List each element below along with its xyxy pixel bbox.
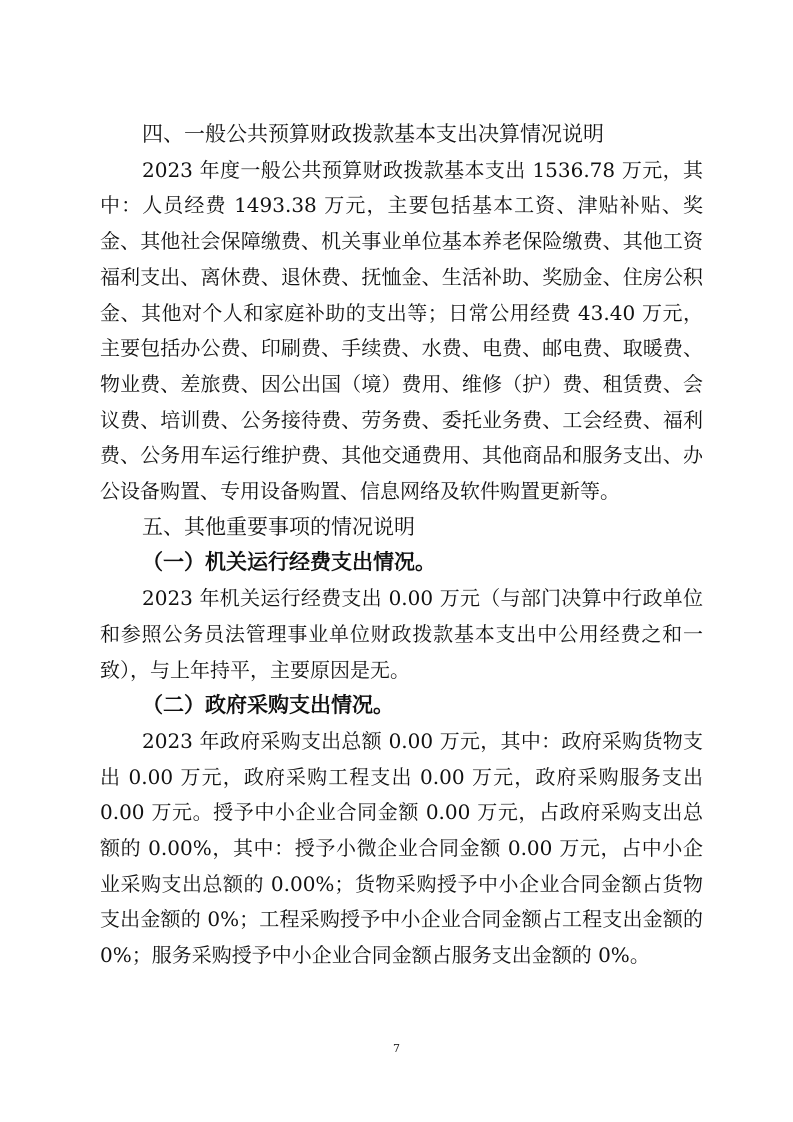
section-heading-other-matters: 五、其他重要事项的情况说明 — [142, 514, 415, 539]
government-procurement-paragraph: 2023 年政府采购支出总额 0.00 万元，其中：政府采购货物支出 0.00 万元，政府采购工程支出 0.00 万元，政府采购服务支出 0.00 万元。授予中小企业合同金额 0.00 万元，占政府采购支出总额的 0.00%，其中：授予小微企业合同金额 0.00 万元，占中小企业采购支出总额的 0.00%；货物采购授予中小企业合同金额占货物支出金额的 0%；工程采购授予中小企业合同金额占工程支出金额的 0%；服务采购授予中小企业合同金额占服务支出金额的 0%。 — [100, 728, 703, 968]
section-heading-basic-expenditure: 四、一般公共预算财政拨款基本支出决算情况说明 — [142, 122, 604, 146]
subheading-operating-expenses: （一）机关运行经费支出情况。 — [142, 550, 436, 575]
page-content — [100, 117, 703, 974]
operating-expenses-paragraph: 2023 年机关运行经费支出 0.00 万元（与部门决算中行政单位和参照公务员法管理事业单位财政拨款基本支出中公用经费之和一致），与上年持平，主要原因是无。 — [100, 586, 703, 682]
basic-expenditure-paragraph: 2023 年度一般公共预算财政拨款基本支出 1536.78 万元，其中：人员经费 1493.38 万元，主要包括基本工资、津贴补贴、奖金、其他社会保障缴费、机关事业单位基本养老保险缴费、其他工资福利支出、离休费、退休费、抚恤金、生活补助、奖励金、住房公积金、其他对个人和家庭补助的支出等；日常公用经费 43.40 万元，主要包括办公费、印刷费、手续费、水费、电费、邮电费、取暖费、物业费、差旅费、因公出国（境）费用、维修（护）费、租赁费、会议费、培训费、公务接待费、劳务费、委托业务费、工会经费、福利费、公务用车运行维护费、其他交通费用、其他商品和服务支出、办公设备购置、专用设备购置、信息网络及软件购置更新等。 — [100, 157, 703, 504]
page-number: 7 — [393, 1042, 400, 1055]
subheading-government-procurement: （二）政府采购支出情况。 — [142, 693, 394, 718]
